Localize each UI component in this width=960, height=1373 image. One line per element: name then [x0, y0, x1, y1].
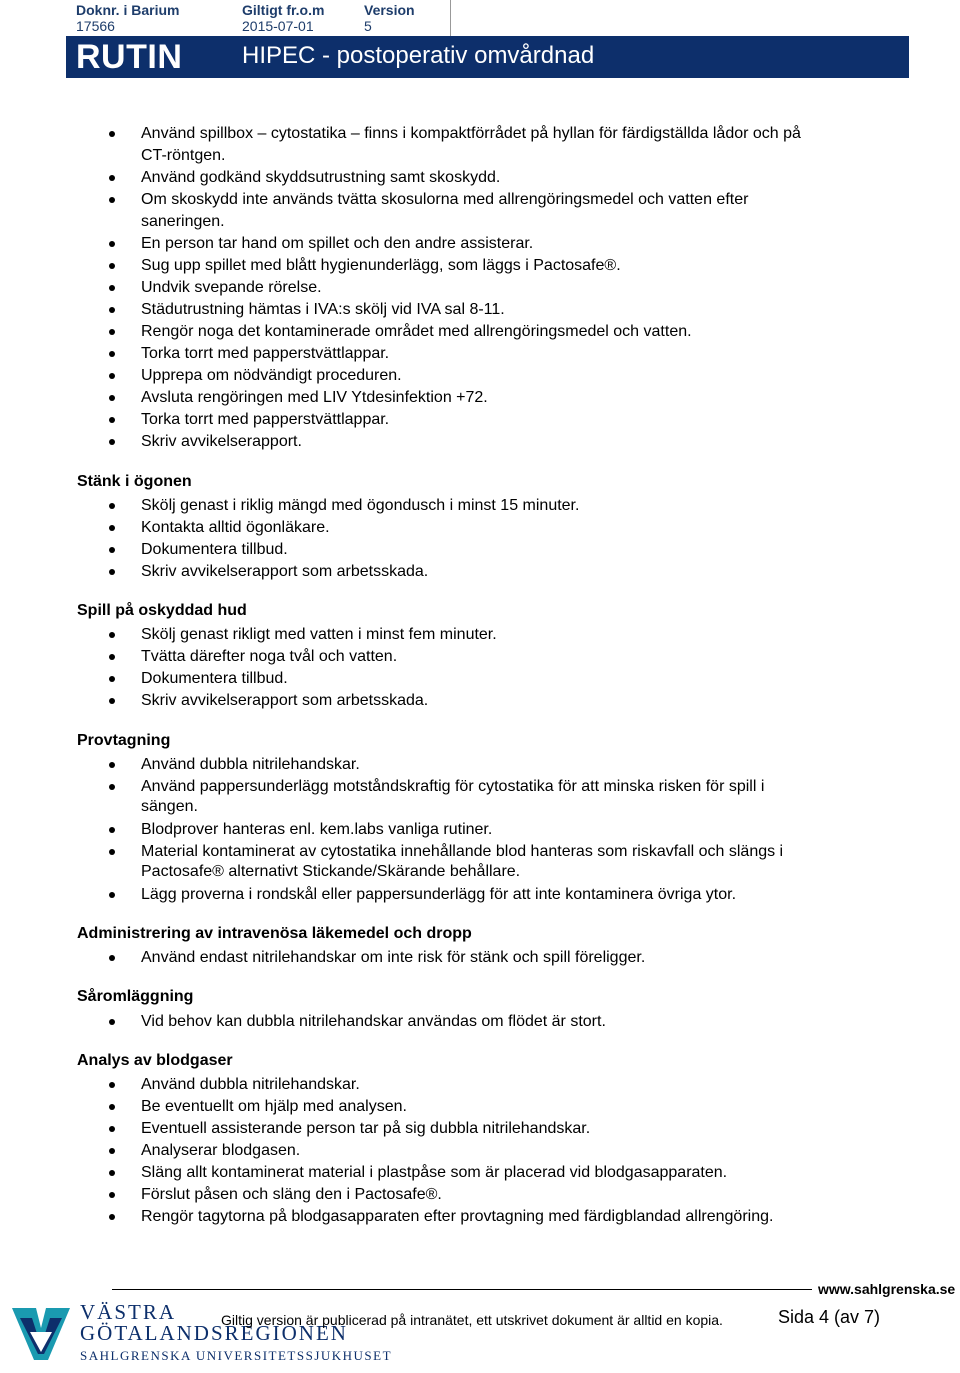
footer-rule	[112, 1289, 812, 1290]
list-item: Förslut påsen och släng den i Pactosafe®.	[141, 1186, 442, 1203]
bullet-icon	[109, 351, 115, 357]
list-item: Skriv avvikelserapport.	[141, 433, 302, 450]
list-item: En person tar hand om spillet och den andre assisterar.	[141, 235, 534, 252]
bullet-icon	[109, 827, 115, 833]
bullet-icon	[109, 1214, 115, 1220]
section-heading-iv: Administrering av intravenösa läkemedel och dropp	[77, 925, 472, 942]
bullet-icon	[109, 1082, 115, 1088]
list-item: Sug upp spillet med blått hygienunderlägg, som läggs i Pactosafe®.	[141, 257, 621, 274]
bullet-icon	[109, 762, 115, 768]
list-item: Tvätta därefter noga tvål och vatten.	[141, 648, 398, 665]
version-label: Version	[364, 2, 415, 18]
list-item: Om skoskydd inte används tvätta skosulorna med allrengöringsmedel och vatten efter	[141, 191, 749, 208]
list-item: Lägg proverna i rondskål eller pappersunderlägg för att inte kontaminera övriga ytor.	[141, 886, 737, 903]
bullet-icon	[109, 698, 115, 704]
list-item-continuation: CT-röntgen.	[141, 147, 226, 164]
list-item: Upprepa om nödvändigt proceduren.	[141, 367, 402, 384]
logo-line-2: GÖTALANDSREGIONEN	[80, 1321, 348, 1345]
header-meta-table	[66, 0, 451, 37]
list-item: Be eventuellt om hjälp med analysen.	[141, 1098, 407, 1115]
doc-number: 17566	[76, 18, 115, 34]
list-item: Avsluta rengöringen med LIV Ytdesinfektion +72.	[141, 389, 488, 406]
bullet-icon	[109, 569, 115, 575]
footer-notice: Giltig version är publicerad på intranätet, ett utskrivet dokument är alltid en kopia.	[221, 1312, 723, 1328]
list-item: Använd spillbox – cytostatika – finns i kompaktförrådet på hyllan för färdigställda lådor och på	[141, 125, 801, 142]
version-number: 5	[364, 18, 372, 34]
section-heading-skin: Spill på oskyddad hud	[77, 602, 247, 619]
list-item: Vid behov kan dubbla nitrilehandskar användas om flödet är stort.	[141, 1013, 606, 1030]
bullet-icon	[109, 175, 115, 181]
valid-from-label: Giltigt fr.o.m	[242, 2, 325, 18]
list-item: Skölj genast rikligt med vatten i minst fem minuter.	[141, 626, 497, 643]
list-item-continuation: Pactosafe® alternativt Stickande/Skärande behållare.	[141, 863, 521, 880]
bullet-icon	[109, 784, 115, 790]
list-item: Blodprover hanteras enl. kem.labs vanliga rutiner.	[141, 821, 493, 838]
bullet-icon	[109, 1170, 115, 1176]
list-item: Använd endast nitrilehandskar om inte risk för stänk och spill föreligger.	[141, 949, 646, 966]
section-heading-bloodgas: Analys av blodgaser	[77, 1052, 233, 1069]
list-item: Dokumentera tillbud.	[141, 541, 288, 558]
bullet-icon	[109, 197, 115, 203]
list-item: Använd godkänd skyddsutrustning samt skoskydd.	[141, 169, 501, 186]
list-item: Släng allt kontaminerat material i plastpåse som är placerad vid blodgasapparaten.	[141, 1164, 728, 1181]
list-item: Använd pappersunderlägg motståndskraftig för cytostatika för att minska risken för spill i	[141, 778, 765, 795]
bullet-icon	[109, 395, 115, 401]
bullet-icon	[109, 503, 115, 509]
bullet-icon	[109, 285, 115, 291]
section-heading-sampling: Provtagning	[77, 732, 171, 749]
list-item: Använd dubbla nitrilehandskar.	[141, 1076, 360, 1093]
doc-number-label: Doknr. i Barium	[76, 2, 180, 18]
bullet-icon	[109, 1192, 115, 1198]
bullet-icon	[109, 1019, 115, 1025]
logo-line-3: SAHLGRENSKA UNIVERSITETSSJUKHUSET	[80, 1348, 393, 1363]
bullet-icon	[109, 307, 115, 313]
bullet-icon	[109, 417, 115, 423]
list-item: Rengör noga det kontaminerade området med allrengöringsmedel och vatten.	[141, 323, 692, 340]
bullet-icon	[109, 131, 115, 137]
list-item-continuation: sängen.	[141, 798, 198, 815]
list-item: Städutrustning hämtas i IVA:s skölj vid IVA sal 8-11.	[141, 301, 505, 318]
website-link[interactable]: www.sahlgrenska.se	[818, 1281, 956, 1297]
vgr-logo	[10, 1300, 393, 1370]
bullet-icon	[109, 892, 115, 898]
bullet-icon	[109, 439, 115, 445]
list-item: Skriv avvikelserapport som arbetsskada.	[141, 563, 429, 580]
logo-line-1: VÄSTRA	[80, 1300, 177, 1324]
bullet-icon	[109, 373, 115, 379]
list-item: Torka torrt med papperstvättlappar.	[141, 411, 390, 428]
bullet-icon	[109, 632, 115, 638]
list-item: Analyserar blodgasen.	[141, 1142, 301, 1159]
list-item: Använd dubbla nitrilehandskar.	[141, 756, 360, 773]
list-item: Undvik svepande rörelse.	[141, 279, 322, 296]
list-item: Skölj genast i riklig mängd med ögondusch i minst 15 minuter.	[141, 497, 580, 514]
valid-from-cell	[238, 0, 358, 36]
list-item: Rengör tagytorna på blodgasapparaten efter provtagning med färdigblandad allrengöring.	[141, 1208, 774, 1225]
list-item: Kontakta alltid ögonläkare.	[141, 519, 330, 536]
document-header	[66, 0, 909, 78]
list-item: Eventuell assisterande person tar på sig dubbla nitrilehandskar.	[141, 1120, 591, 1137]
section-heading-wound: Såromläggning	[77, 988, 194, 1005]
list-item: Material kontaminerat av cytostatika innehållande blod hanteras som riskavfall och slängs i	[141, 843, 784, 860]
section-heading-eyes: Stänk i ögonen	[77, 473, 192, 490]
bullet-icon	[109, 1148, 115, 1154]
bullet-icon	[109, 241, 115, 247]
document-type: RUTIN	[76, 38, 183, 76]
bullet-icon	[109, 955, 115, 961]
bullet-icon	[109, 547, 115, 553]
list-item: Torka torrt med papperstvättlappar.	[141, 345, 390, 362]
bullet-icon	[109, 1126, 115, 1132]
doc-number-cell	[66, 0, 226, 36]
bullet-icon	[109, 654, 115, 660]
bullet-icon	[109, 849, 115, 855]
list-item: Dokumentera tillbud.	[141, 670, 288, 687]
version-cell	[360, 0, 450, 36]
bullet-icon	[109, 1104, 115, 1110]
bullet-icon	[109, 676, 115, 682]
document-title: HIPEC - postoperativ omvårdnad	[242, 42, 595, 69]
bullet-icon	[109, 263, 115, 269]
list-item: Skriv avvikelserapport som arbetsskada.	[141, 692, 429, 709]
bullet-icon	[109, 525, 115, 531]
page-number: Sida 4 (av 7)	[778, 1307, 881, 1327]
vgr-emblem-icon	[10, 1302, 72, 1366]
valid-from-date: 2015-07-01	[242, 18, 314, 34]
bullet-icon	[109, 329, 115, 335]
list-item-continuation: saneringen.	[141, 213, 225, 230]
